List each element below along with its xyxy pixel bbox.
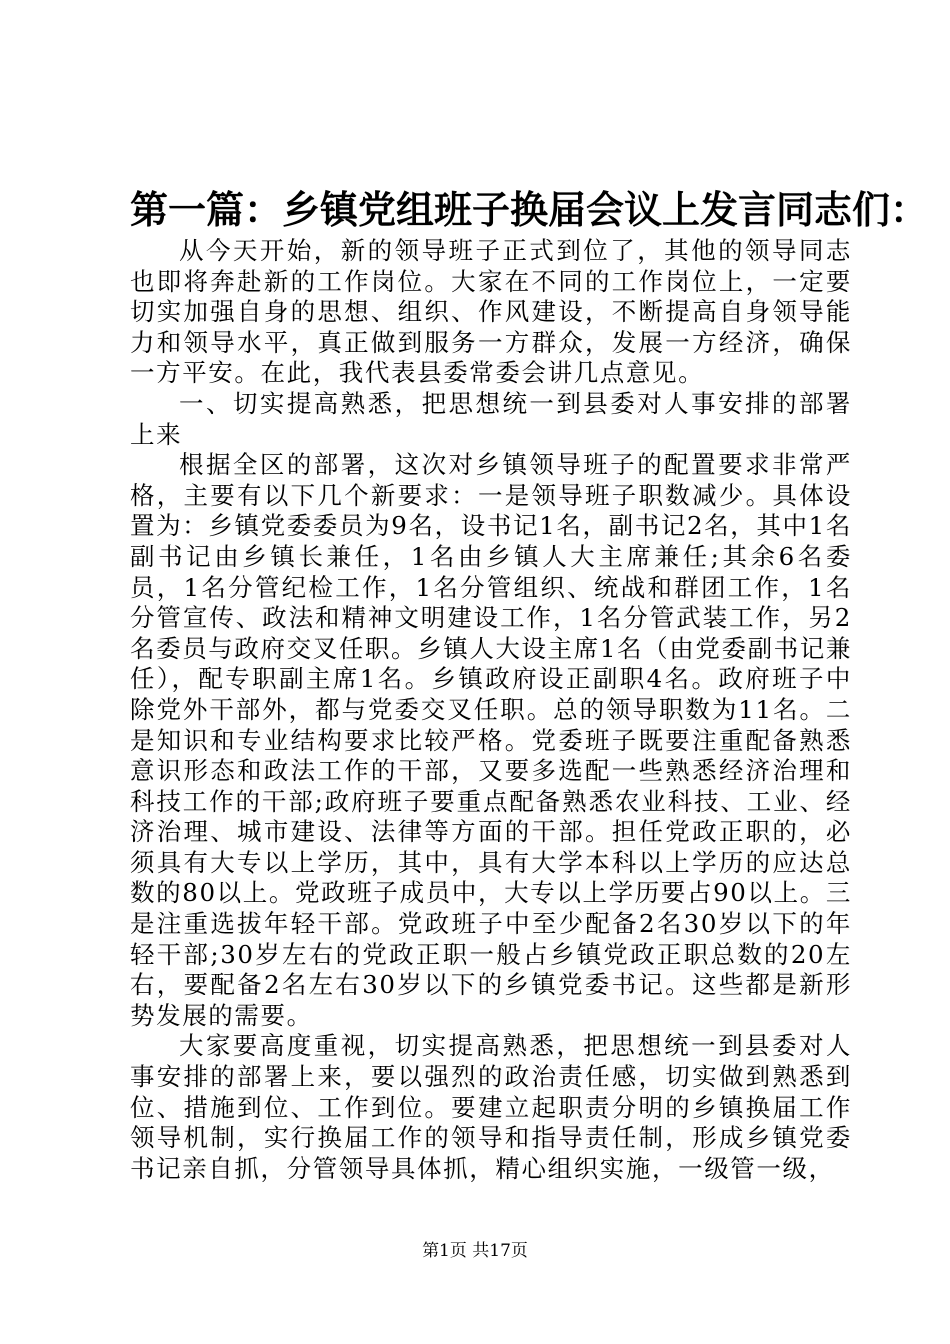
document-body — [130, 236, 852, 1184]
paragraph: 大家要高度重视，切实提高熟悉，把思想统一到县委对人事安排的部署上来，要以强烈的政治责任感，切实做到熟悉到位、措施到位、工作到位。要建立起职责分明的乡镇换届工作领导机制，实行换届工作的领导和指导责任制，形成乡镇党委书记亲自抓，分管领导具体抓，精心组织实施，一级管一级， — [130, 1031, 852, 1183]
paragraph: 从今天开始，新的领导班子正式到位了，其他的领导同志也即将奔赴新的工作岗位。大家在不同的工作岗位上，一定要切实加强自身的思想、组织、作风建设，不断提高自身领导能力和领导水平，真正做到服务一方群众，发展一方经济，确保一方平安。在此，我代表县委常委会讲几点意见。 — [130, 236, 852, 388]
page-footer: 第1页 共17页 — [422, 1241, 528, 1261]
paragraph: 根据全区的部署，这次对乡镇领导班子的配置要求非常严格，主要有以下几个新要求：一是领导班子职数减少。具体设置为：乡镇党委委员为9名，设书记1名，副书记2名，其中1名副书记由乡镇长兼任，1名由乡镇人大主席兼任;其余6名委员，1名分管纪检工作，1名分管组织、统战和群团工作，1名分管宣传、政法和精神文明建设工作，1名分管武装工作，另2名委员与政府交叉任职。乡镇人大设主席1名（由党委副书记兼任），配专职副主席1名。乡镇政府设正副职4名。政府班子中除党外干部外，都与党委交叉任职。总的领导职数为11名。二是知识和专业结构要求比较严格。党委班子既要注重配备熟悉意识形态和政法工作的干部，又要多选配一些熟悉经济治理和科技工作的干部;政府班子要重点配备熟悉农业科技、工业、经济治理、城市建设、法律等方面的干部。担任党政正职的，必须具有大专以上学历，其中，具有大学本科以上学历的应达总数的80以上。党政班子成员中，大专以上学历要占90以上。三是注重选拔年轻干部。党政班子中至少配备2名30岁以下的年轻干部;30岁左右的党政正职一般占乡镇党政正职总数的20左右，要配备2名左右30岁以下的乡镇党委书记。这些都是新形势发展的需要。 — [130, 450, 852, 1030]
document-title: 第一篇：乡镇党组班子换届会议上发言同志们： — [130, 188, 929, 232]
section-heading: 一、切实提高熟悉，把思想统一到县委对人事安排的部署上来 — [130, 388, 852, 449]
